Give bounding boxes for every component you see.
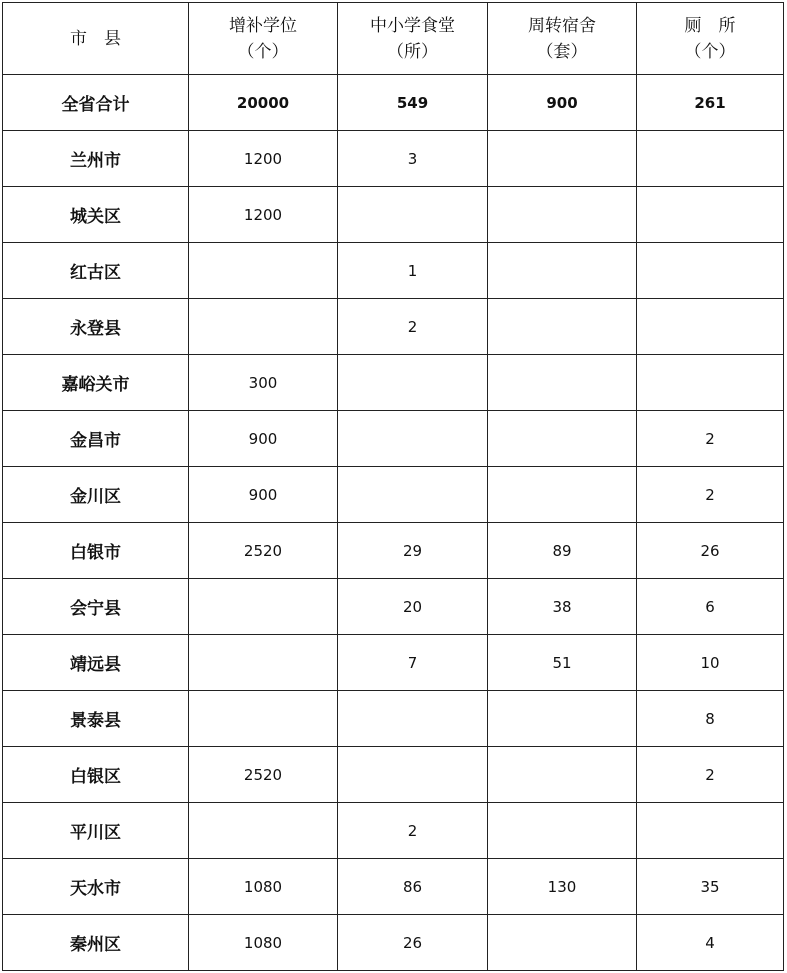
region-name-cell: 兰州市 — [3, 131, 189, 187]
dorms-cell — [488, 299, 637, 355]
table-row — [3, 523, 784, 579]
header-school-canteens: 中小学食堂 （所） — [338, 3, 488, 75]
added-seats-cell: 2520 — [189, 747, 338, 803]
toilets-cell: 261 — [637, 75, 784, 131]
region-name-cell: 金昌市 — [3, 411, 189, 467]
document-page — [2, 2, 783, 969]
canteens-cell — [338, 691, 488, 747]
canteens-cell — [338, 187, 488, 243]
unit-label: （个） — [684, 41, 736, 62]
region-name-cell: 会宁县 — [3, 579, 189, 635]
region-name-cell: 永登县 — [3, 299, 189, 355]
dorms-cell — [488, 803, 637, 859]
table-row — [3, 579, 784, 635]
header-row — [3, 3, 784, 75]
added-seats-cell — [189, 691, 338, 747]
canteens-cell: 26 — [338, 915, 488, 971]
canteens-cell: 2 — [338, 803, 488, 859]
header-city-county: 市 县 — [3, 3, 189, 75]
allocation-table — [2, 2, 784, 971]
canteens-cell — [338, 467, 488, 523]
region-name-cell: 景泰县 — [3, 691, 189, 747]
toilets-cell: 8 — [637, 691, 784, 747]
table-row — [3, 803, 784, 859]
header-turnover-dorms: 周转宿舍 （套） — [488, 3, 637, 75]
table-row — [3, 859, 784, 915]
region-name-cell: 平川区 — [3, 803, 189, 859]
toilets-cell: 35 — [637, 859, 784, 915]
added-seats-cell — [189, 579, 338, 635]
table-row — [3, 747, 784, 803]
dorms-cell: 89 — [488, 523, 637, 579]
region-name-cell: 白银市 — [3, 523, 189, 579]
added-seats-cell: 1080 — [189, 915, 338, 971]
table-row — [3, 187, 784, 243]
table-row — [3, 299, 784, 355]
toilets-cell — [637, 355, 784, 411]
canteens-cell: 86 — [338, 859, 488, 915]
canteens-cell: 29 — [338, 523, 488, 579]
dorms-cell — [488, 131, 637, 187]
table-row — [3, 915, 784, 971]
table-row — [3, 691, 784, 747]
region-name-cell: 城关区 — [3, 187, 189, 243]
table-row — [3, 355, 784, 411]
toilets-cell: 26 — [637, 523, 784, 579]
canteens-cell — [338, 747, 488, 803]
table-row — [3, 243, 784, 299]
added-seats-cell: 300 — [189, 355, 338, 411]
header-added-seats: 增补学位 （个） — [189, 3, 338, 75]
added-seats-cell: 1200 — [189, 187, 338, 243]
toilets-cell: 6 — [637, 579, 784, 635]
region-name-cell: 天水市 — [3, 859, 189, 915]
added-seats-cell: 900 — [189, 467, 338, 523]
region-name-cell: 红古区 — [3, 243, 189, 299]
table-row — [3, 75, 784, 131]
region-name-cell: 全省合计 — [3, 75, 189, 131]
canteens-cell: 2 — [338, 299, 488, 355]
toilets-cell: 2 — [637, 467, 784, 523]
header-toilets: 厕 所 （个） — [637, 3, 784, 75]
dorms-cell — [488, 747, 637, 803]
toilets-cell — [637, 131, 784, 187]
canteens-cell: 7 — [338, 635, 488, 691]
dorms-cell — [488, 915, 637, 971]
canteens-cell: 3 — [338, 131, 488, 187]
table-row — [3, 635, 784, 691]
added-seats-cell — [189, 803, 338, 859]
canteens-cell: 1 — [338, 243, 488, 299]
toilets-cell: 10 — [637, 635, 784, 691]
added-seats-cell: 20000 — [189, 75, 338, 131]
region-name-cell: 靖远县 — [3, 635, 189, 691]
added-seats-cell — [189, 243, 338, 299]
table-row — [3, 411, 784, 467]
canteens-cell: 549 — [338, 75, 488, 131]
added-seats-cell: 900 — [189, 411, 338, 467]
unit-label: （套） — [536, 41, 588, 62]
toilets-cell — [637, 299, 784, 355]
region-name-cell: 秦州区 — [3, 915, 189, 971]
dorms-cell — [488, 691, 637, 747]
region-name-cell: 嘉峪关市 — [3, 355, 189, 411]
added-seats-cell: 2520 — [189, 523, 338, 579]
dorms-cell: 900 — [488, 75, 637, 131]
unit-label: （所） — [387, 41, 438, 62]
region-name-cell: 白银区 — [3, 747, 189, 803]
canteens-cell — [338, 411, 488, 467]
added-seats-cell — [189, 299, 338, 355]
canteens-cell — [338, 355, 488, 411]
dorms-cell — [488, 467, 637, 523]
toilets-cell: 2 — [637, 747, 784, 803]
region-name-cell: 金川区 — [3, 467, 189, 523]
dorms-cell: 51 — [488, 635, 637, 691]
toilets-cell — [637, 187, 784, 243]
toilets-cell: 2 — [637, 411, 784, 467]
toilets-cell — [637, 243, 784, 299]
unit-label: （个） — [237, 41, 289, 62]
dorms-cell: 130 — [488, 859, 637, 915]
canteens-cell: 20 — [338, 579, 488, 635]
dorms-cell — [488, 355, 637, 411]
dorms-cell — [488, 411, 637, 467]
added-seats-cell: 1200 — [189, 131, 338, 187]
added-seats-cell: 1080 — [189, 859, 338, 915]
table-row — [3, 467, 784, 523]
toilets-cell: 4 — [637, 915, 784, 971]
toilets-cell — [637, 803, 784, 859]
dorms-cell — [488, 243, 637, 299]
dorms-cell: 38 — [488, 579, 637, 635]
table-row — [3, 131, 784, 187]
dorms-cell — [488, 187, 637, 243]
added-seats-cell — [189, 635, 338, 691]
